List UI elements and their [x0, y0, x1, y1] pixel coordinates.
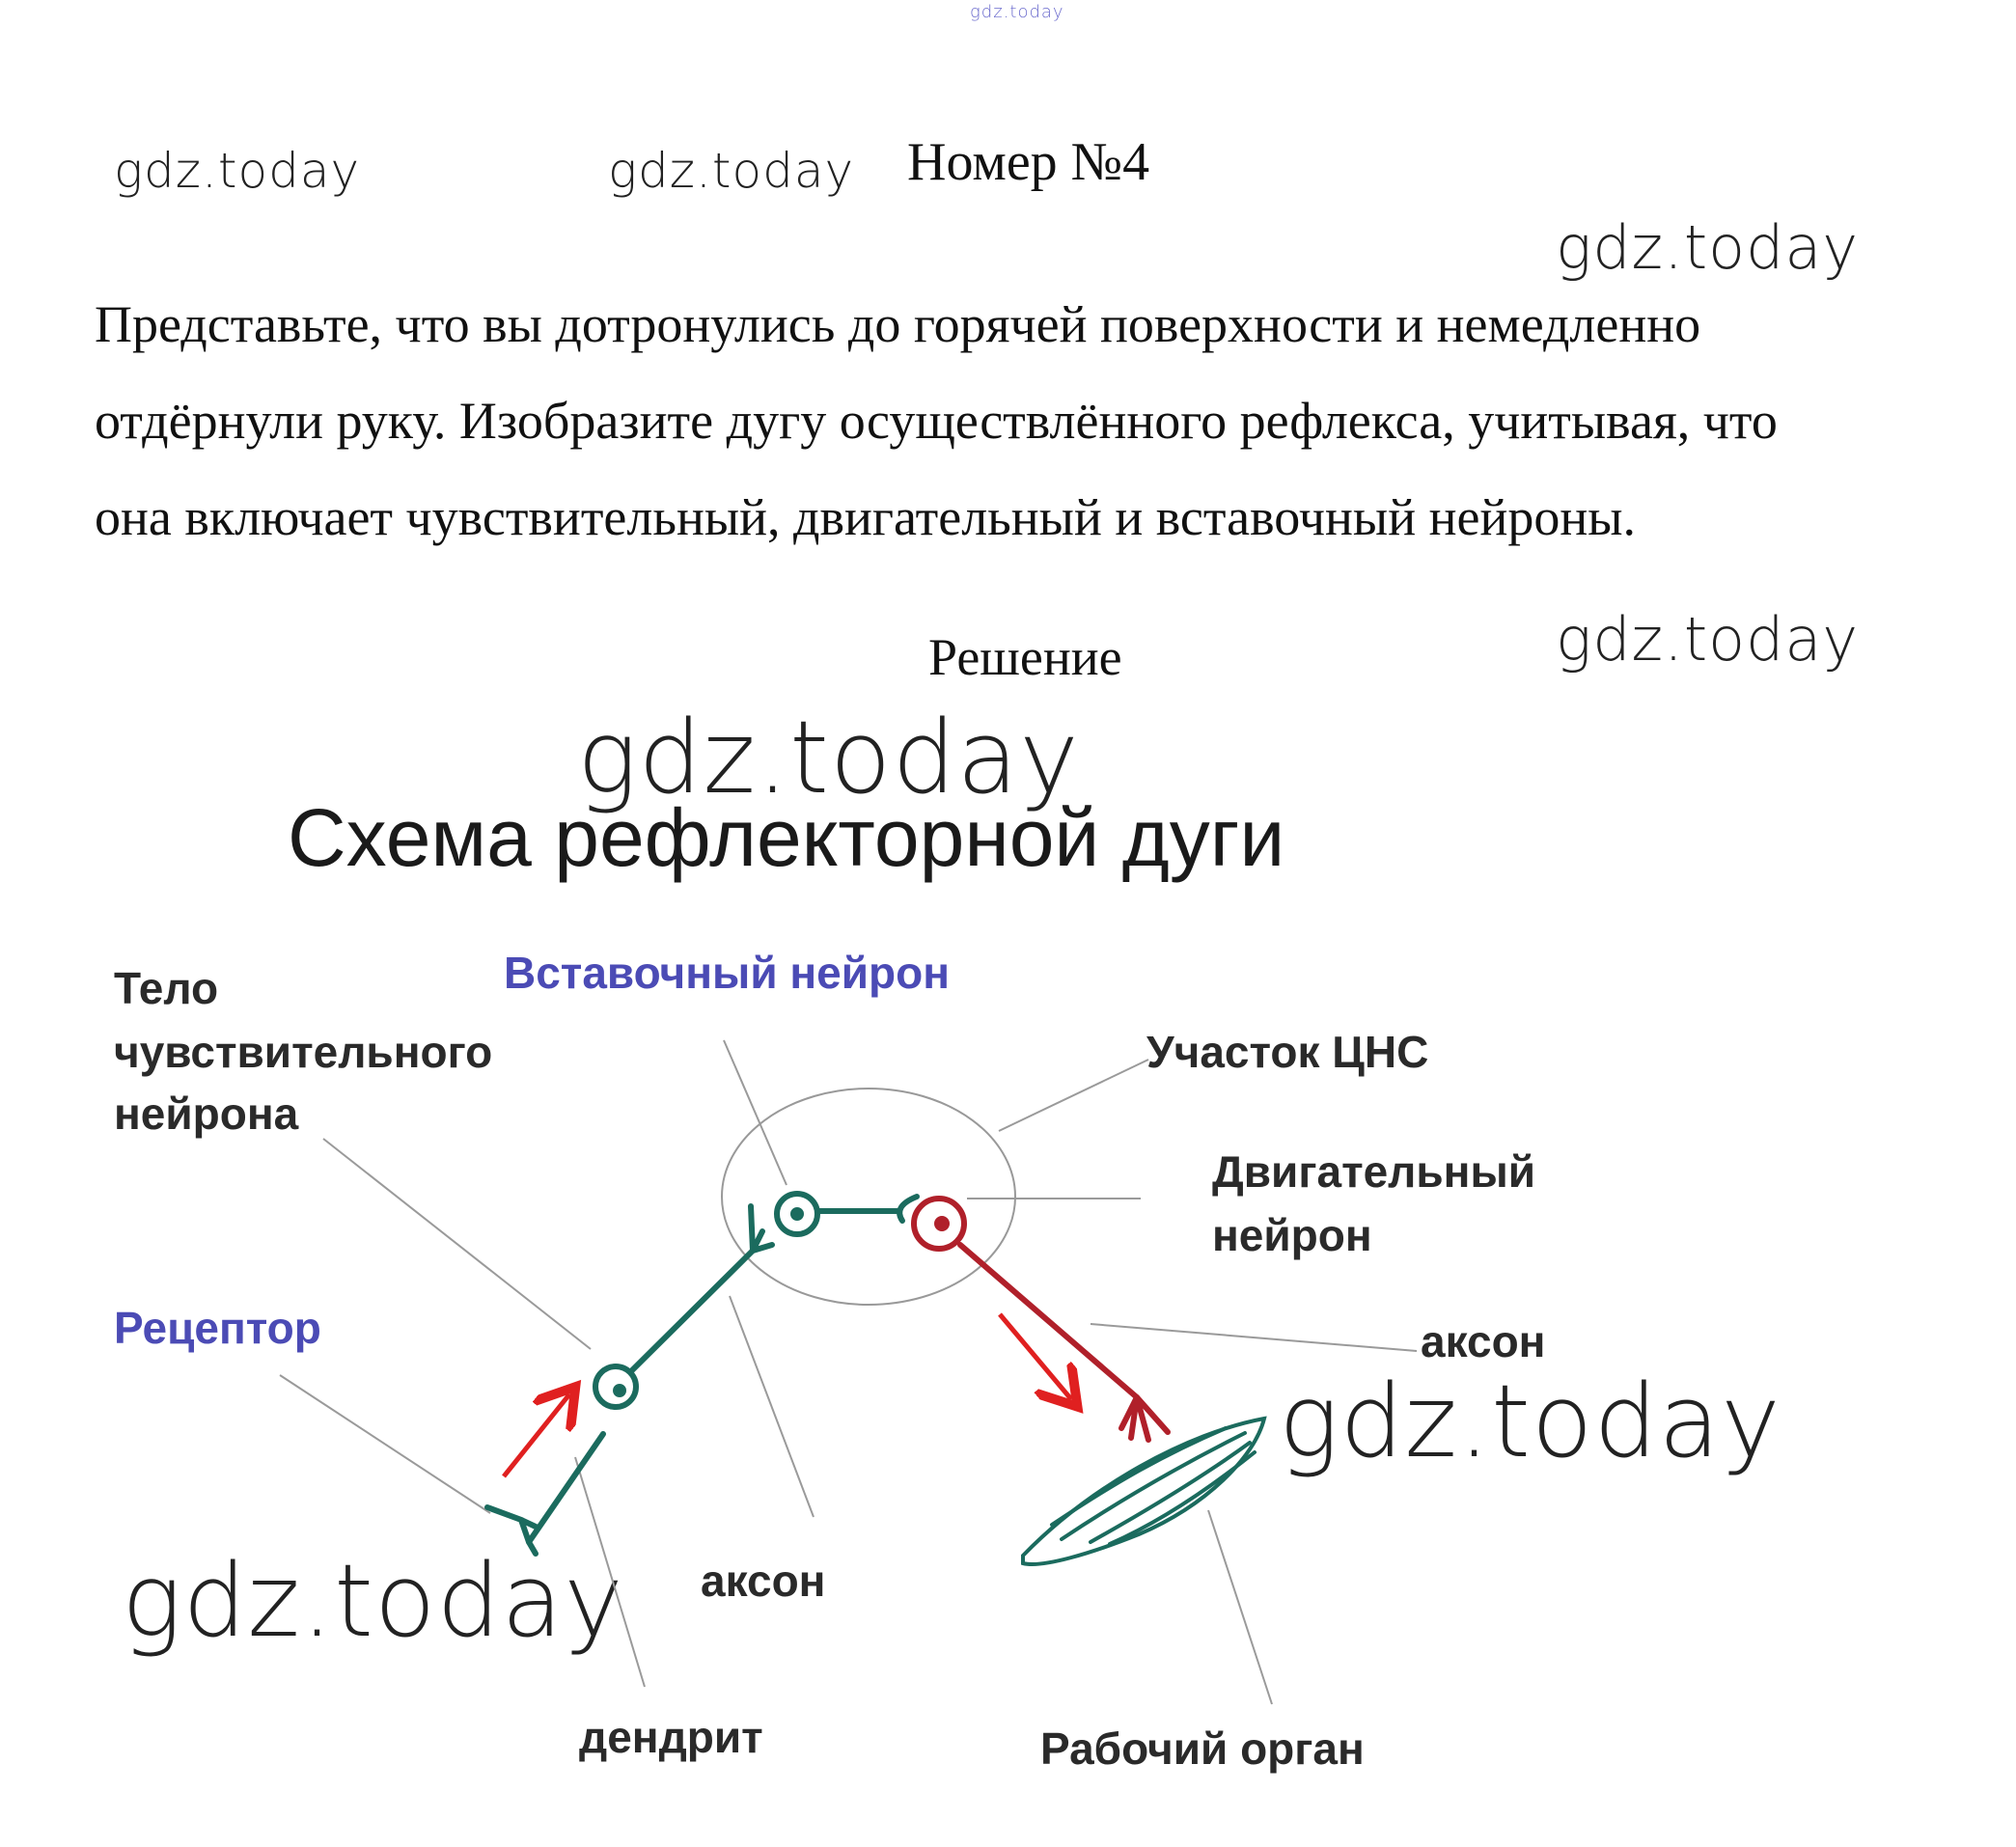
- leader-line-effector: [1208, 1510, 1272, 1704]
- label-motor-neuron: Двигательный: [1212, 1146, 1536, 1197]
- label-sensory-body: нейрона: [114, 1089, 299, 1139]
- sensory-direction-arrow: [504, 1394, 569, 1476]
- motor-neuron-nucleus: [937, 1219, 947, 1228]
- watermark: gdz.today: [608, 143, 855, 199]
- label-cns-area: Участок ЦНС: [1146, 1027, 1429, 1077]
- watermark: gdz.today: [1279, 1363, 1781, 1480]
- label-interneuron: Вставочный нейрон: [504, 948, 950, 998]
- receptor-ending: [487, 1507, 536, 1554]
- label-motor-neuron: нейрон: [1212, 1210, 1372, 1260]
- problem-line: отдёрнули руку. Изобразите дугу осуществлённого рефлекса, учитывая, что: [95, 392, 1778, 450]
- sensory-synapse: [751, 1206, 772, 1251]
- label-sensory-body: Тело: [114, 963, 219, 1013]
- motor-direction-arrow: [1000, 1314, 1071, 1399]
- leader-line-sensory-body: [323, 1139, 591, 1349]
- label-axon-sensory: аксон: [701, 1556, 826, 1606]
- leader-line-receptor: [280, 1375, 490, 1513]
- label-effector: Рабочий орган: [1040, 1723, 1365, 1774]
- leader-line-axon-sensory: [730, 1296, 814, 1517]
- motor-neuron: [914, 1199, 1168, 1440]
- leader-line-dendrite: [575, 1457, 645, 1687]
- watermark: gdz.today: [1556, 212, 1860, 283]
- leader-lines: [280, 1040, 1417, 1704]
- problem-line: она включает чувствительный, двигательный и вставочный нейроны.: [95, 488, 1637, 546]
- effector-muscle: [1023, 1419, 1264, 1564]
- label-receptor: Рецептор: [114, 1303, 321, 1353]
- sensory-dendrite: [529, 1434, 603, 1542]
- problem-title: Номер №4: [907, 132, 1150, 192]
- watermark: gdz.today: [577, 699, 1080, 816]
- solution-heading: Решение: [928, 628, 1122, 686]
- muscle-fiber: [1091, 1443, 1250, 1542]
- leader-line-axon-motor: [1091, 1324, 1417, 1351]
- interneuron-nucleus: [793, 1210, 801, 1218]
- sensory-neuron-nucleus: [616, 1387, 623, 1394]
- watermark: gdz.today: [114, 143, 361, 199]
- problem-line: Представьте, что вы дотронулись до горячей поверхности и немедленно: [95, 295, 1701, 353]
- watermark: gdz.today: [122, 1542, 624, 1660]
- cns-area-outline: [722, 1089, 1015, 1305]
- label-dendrite: дендрит: [579, 1712, 763, 1762]
- motor-endings: [1121, 1397, 1168, 1440]
- label-axon-motor: аксон: [1421, 1316, 1546, 1366]
- label-sensory-body: чувствительного: [114, 1027, 493, 1077]
- sensory-neuron: [487, 1194, 917, 1554]
- leader-line-cns: [999, 1060, 1148, 1131]
- diagram-title: Схема рефлекторной дуги: [288, 792, 1285, 883]
- watermark: gdz.today: [1556, 604, 1860, 675]
- watermark-top-small: gdz.today: [970, 2, 1064, 22]
